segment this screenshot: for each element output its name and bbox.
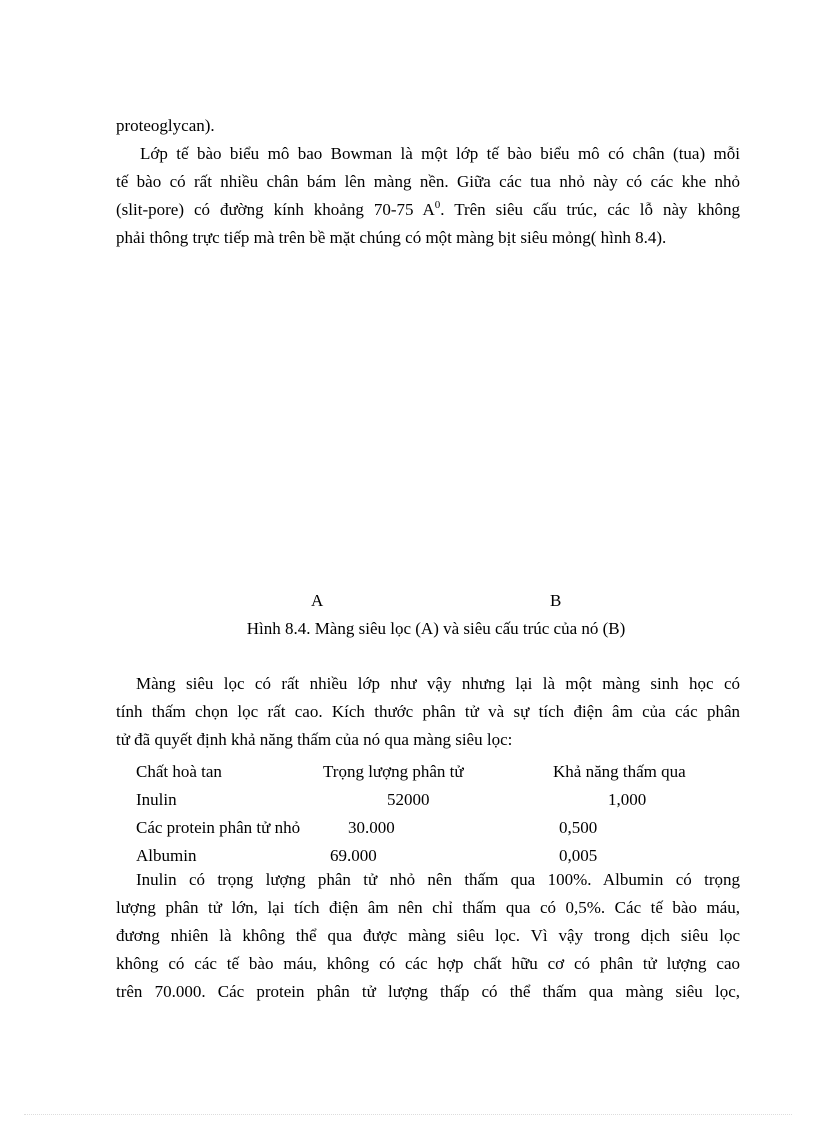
table-cell: 0,005 [559,846,598,865]
paragraph-membrane [116,670,740,754]
text-line-with-superscript [116,196,740,224]
superscript: 0 [434,199,441,211]
text-line: proteoglycan). [116,116,215,135]
paragraph-top [116,112,740,140]
paragraph-inulin [116,866,740,1006]
text-line: Lớp tế bào biểu mô bao Bowman là một lớp tế bào biểu mô có chân (tua) mỗi [140,144,740,163]
table-cell: Các protein phân tử nhỏ [136,818,301,837]
figure-caption: Hình 8.4. Màng siêu lọc (A) và siêu cấu trúc của nó (B) [246,619,626,638]
text-line: không có các tế bào máu, không có các hợp chất hữu cơ có phân tử lượng cao [116,954,740,973]
table-header-cell: Chất hoà tan [136,762,222,781]
table-header-cell: Khả năng thấm qua [553,762,686,781]
table-cell: Albumin [136,846,197,865]
table-cell: 30.000 [348,818,395,837]
text-line: Inulin có trọng lượng phân tử nhỏ nên thấm qua 100%. Albumin có trọng [136,870,740,889]
table-cell: 69.000 [330,846,377,865]
text-line: tử đã quyết định khả năng thấm của nó qua màng siêu lọc: [116,730,513,749]
text-segment: (slit-pore) có đường kính khoảng 70-75 A [116,200,435,219]
figure-label-b: B [550,591,562,610]
table-cell: 1,000 [608,790,647,809]
text-line: phải thông trực tiếp mà trên bề mặt chúng có một màng bịt siêu mỏng( hình 8.4). [116,228,667,247]
text-line: tính thấm chọn lọc rất cao. Kích thước phân tử và sự tích điện âm của các phân [116,702,740,721]
table-cell: 0,500 [559,818,598,837]
page-bottom-divider [24,1114,792,1115]
text-line: lượng phân tử lớn, lại tích điện âm nên chỉ thấm qua có 0,5%. Các tế bào máu, [116,898,740,917]
table-cell: 52000 [387,790,430,809]
text-line: tế bào có rất nhiều chân bám lên màng nền. Giữa các tua nhỏ này có các khe nhỏ [116,172,740,191]
text-line: trên 70.000. Các protein phân tử lượng thấp có thể thấm qua màng siêu lọc, [116,982,740,1001]
text-segment: . Trên siêu cấu trúc, các lỗ này không [440,200,740,219]
table-header-cell: Trọng lượng phân tử [323,762,464,781]
text-line: Màng siêu lọc có rất nhiều lớp như vậy nhưng lại là một màng sinh học có [136,674,740,693]
table-cell: Inulin [136,790,177,809]
paragraph-bowman [116,140,740,252]
text-line: đương nhiên là không thể qua được màng siêu lọc. Vì vậy trong dịch siêu lọc [116,926,740,945]
figure-label-a: A [311,591,324,610]
